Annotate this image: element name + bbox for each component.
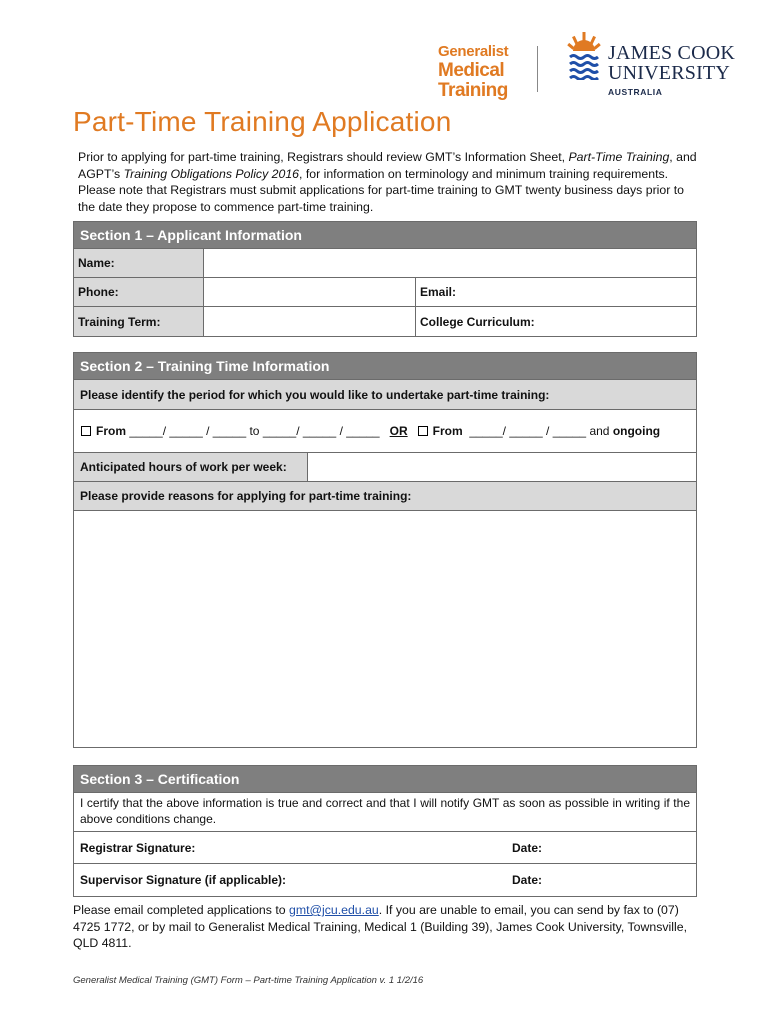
gmt-logo-line2: Medical xyxy=(438,60,505,81)
date-range-checkbox[interactable] xyxy=(81,426,91,436)
footer-text-pre: Please email completed applications to xyxy=(73,903,290,917)
name-field[interactable] xyxy=(203,249,696,277)
from-label-1: From xyxy=(96,424,126,438)
page-title: Part-Time Training Application xyxy=(73,106,452,137)
hours-label: Anticipated hours of work per week: xyxy=(74,453,307,481)
submission-instructions xyxy=(73,902,698,952)
email-label: Email: xyxy=(420,285,457,299)
jcu-crest-icon xyxy=(567,30,601,80)
reasons-label: Please provide reasons for applying for part-time training: xyxy=(80,489,412,503)
training-term-field[interactable] xyxy=(203,307,415,336)
ongoing-checkbox[interactable] xyxy=(418,426,428,436)
form-footnote: Generalist Medical Training (GMT) Form – Part-time Training Application v. 1 1/2/16 xyxy=(73,975,424,986)
registrar-date-label: Date: xyxy=(512,840,543,855)
intro-text-1: Prior to applying for part-time training, Registrars should review GMT’s Information Sheet, xyxy=(78,150,569,164)
section3-table xyxy=(73,765,697,897)
gmt-logo xyxy=(438,44,522,100)
name-label: Name: xyxy=(74,249,203,277)
intro-text-3: , for information on terminology and minimum training requirements. Please note that Registrars must submit applications for part-time training to GMT twenty business days prior to the date they propose to commence part-time training. xyxy=(78,166,684,214)
jcu-logo-line3: AUSTRALIA xyxy=(608,87,663,97)
or-label: OR xyxy=(389,424,408,438)
logo-divider xyxy=(537,46,538,92)
supervisor-date-label: Date: xyxy=(512,873,543,887)
name-row xyxy=(74,249,696,278)
intro-italic-1: Part-Time Training xyxy=(568,150,670,164)
gmt-logo-line1: Generalist xyxy=(438,43,509,60)
term-curriculum-row xyxy=(74,307,696,336)
supervisor-signature-field[interactable] xyxy=(74,864,508,896)
and-label: and xyxy=(589,424,610,438)
phone-email-row xyxy=(74,278,696,307)
from-label-2: From xyxy=(432,424,463,438)
section2-heading: Section 2 – Training Time Information xyxy=(74,353,696,380)
reasons-label-row xyxy=(74,482,696,511)
jcu-logo-text xyxy=(608,43,735,97)
end-date-field[interactable]: _____/ _____ / _____ xyxy=(262,424,380,438)
period-prompt-row xyxy=(74,380,696,410)
gmt-logo-line3: Training xyxy=(438,80,508,101)
email-field[interactable] xyxy=(415,278,696,306)
footer-text-post: . If you are unable to email, you can send by fax to (07) 4725 1772, or by mail to Generalist Medical Training, Medical 1 (Building 39), James Cook University, Townsville, QLD 4811. xyxy=(73,903,687,950)
college-curriculum-field[interactable] xyxy=(415,307,696,336)
hours-row xyxy=(74,453,696,482)
training-term-label: Training Term: xyxy=(74,307,203,336)
section2-table xyxy=(73,352,697,748)
intro-text-2: , and AGPT’s xyxy=(78,150,697,181)
registrar-signature-field[interactable] xyxy=(74,832,508,863)
phone-field[interactable] xyxy=(203,278,415,306)
email-link[interactable]: gmt@jcu.edu.au xyxy=(289,903,379,917)
dates-row xyxy=(74,410,696,453)
hours-field[interactable] xyxy=(307,453,696,481)
jcu-logo-line1: JAMES COOK xyxy=(608,42,736,64)
section1-table xyxy=(73,221,697,337)
section1-heading: Section 1 – Applicant Information xyxy=(74,222,696,249)
college-curriculum-label: College Curriculum: xyxy=(420,314,535,329)
registrar-signature-label: Registrar Signature: xyxy=(80,840,196,855)
intro-paragraph xyxy=(78,149,698,215)
jcu-logo-line2: UNIVERSITY xyxy=(608,62,730,84)
certification-statement: I certify that the above information is true and correct and that I will notify GMT as soon as possible in writing if the above conditions change. xyxy=(80,796,690,826)
period-prompt: Please identify the period for which you would like to undertake part-time training: xyxy=(80,387,550,402)
to-label: to xyxy=(249,424,260,438)
intro-italic-2: Training Obligations Policy 2016 xyxy=(123,166,300,181)
section3-heading: Section 3 – Certification xyxy=(74,766,696,793)
registrar-signature-row xyxy=(74,831,696,864)
registrar-date-field[interactable] xyxy=(508,832,696,863)
phone-label: Phone: xyxy=(74,278,203,306)
reasons-textarea[interactable] xyxy=(74,511,696,747)
supervisor-date-field[interactable] xyxy=(508,864,696,896)
supervisor-signature-row xyxy=(74,864,696,896)
start-date-field-2[interactable]: _____/ _____ / _____ xyxy=(469,424,587,438)
start-date-field-1[interactable]: _____/ _____ / _____ xyxy=(129,424,247,438)
supervisor-signature-label: Supervisor Signature (if applicable): xyxy=(80,873,287,887)
ongoing-label: ongoing xyxy=(612,424,661,438)
